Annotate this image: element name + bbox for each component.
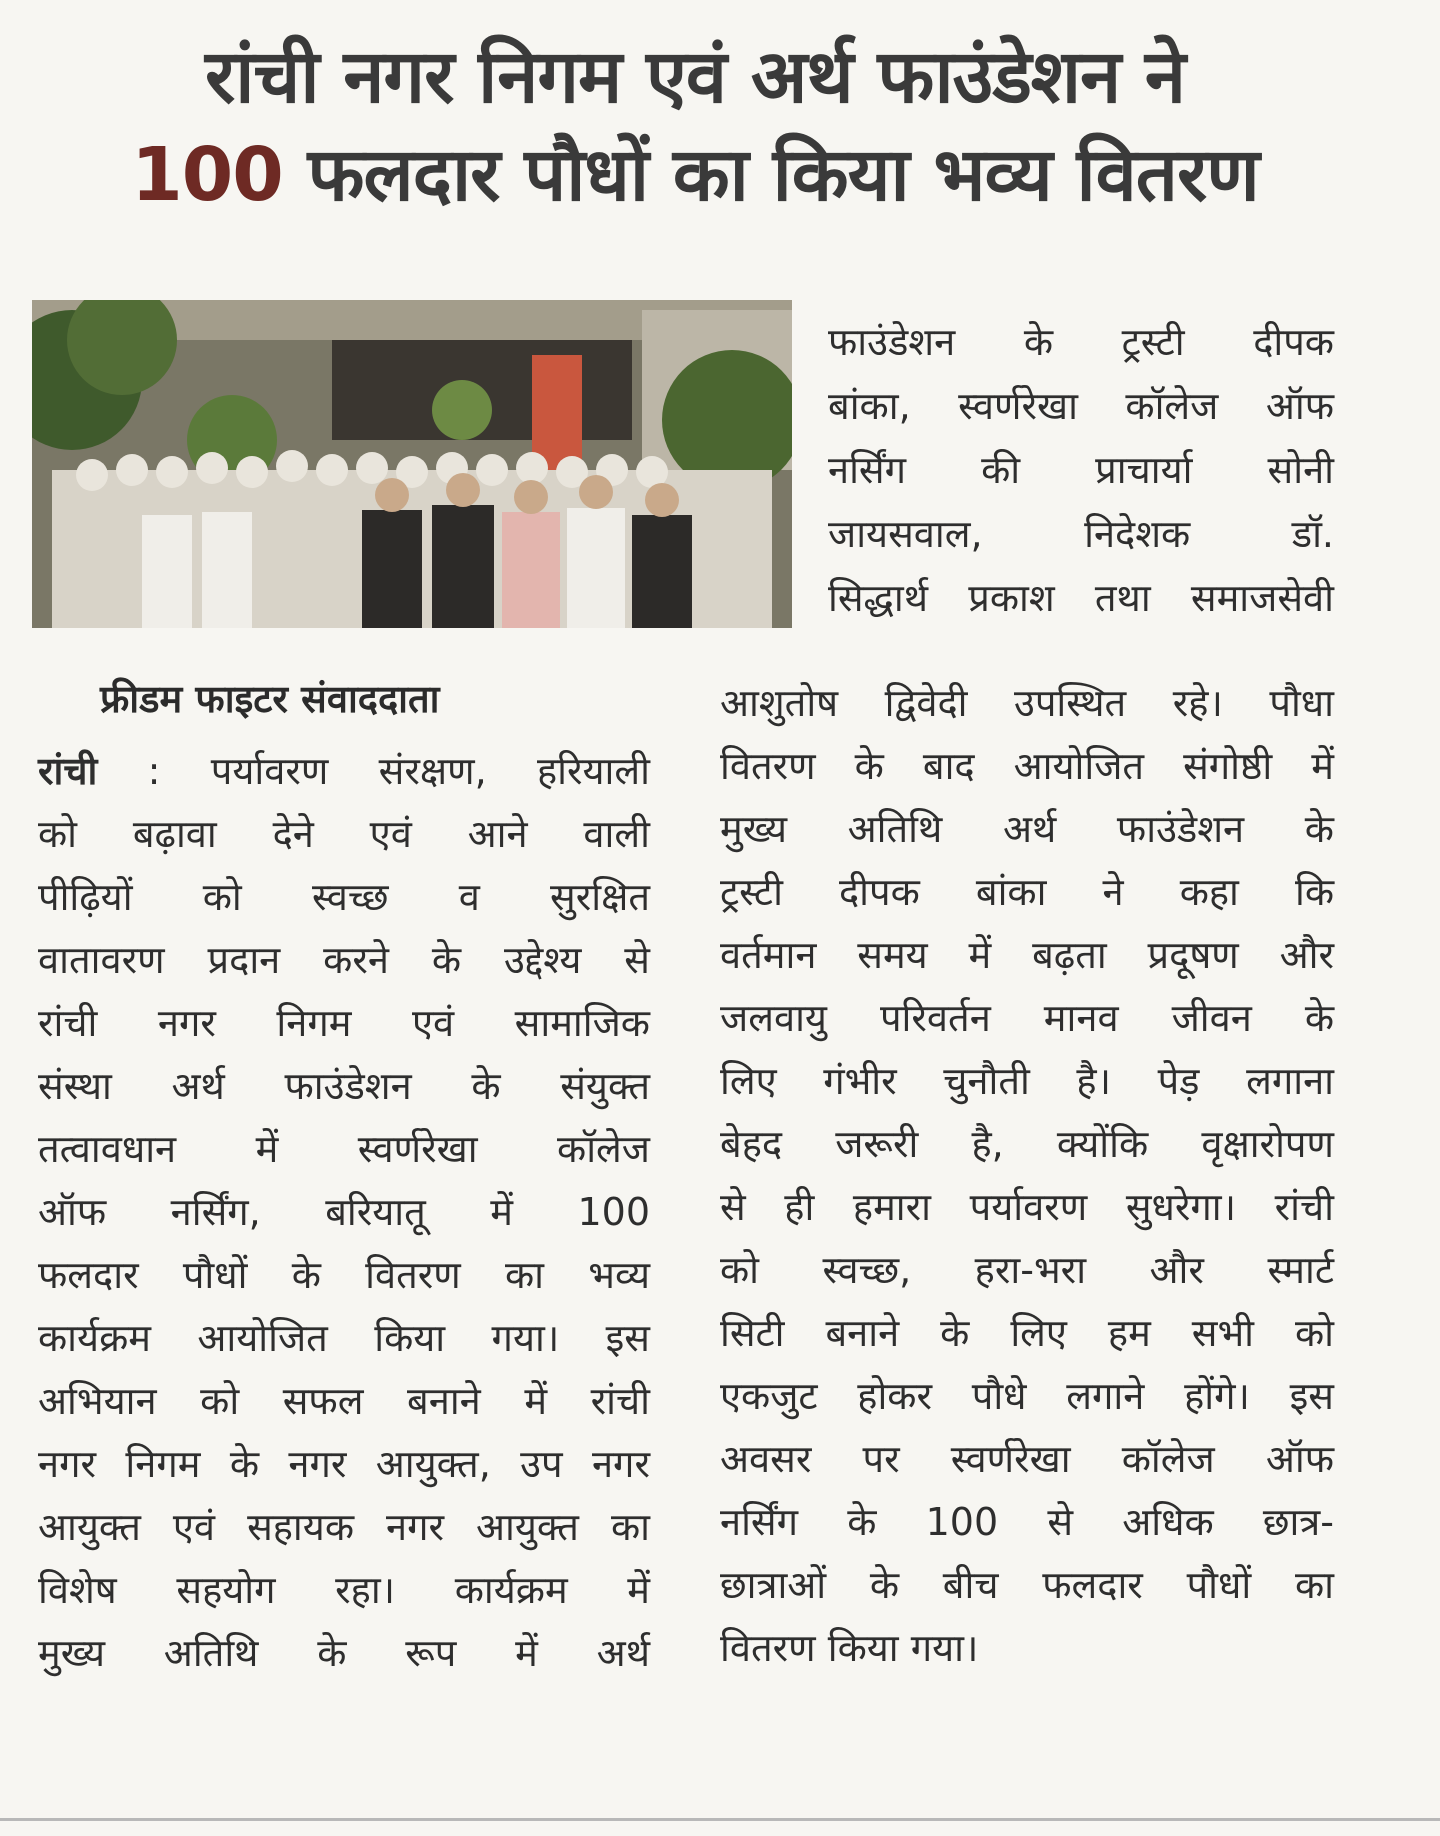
text-line: जायसवाल, निदेशक डॉ. xyxy=(828,512,1334,556)
text-line: वातावरण प्रदान करने के उद्देश्य से xyxy=(38,938,650,982)
headline-line-1: रांची नगर निगम एवं अर्थ फाउंडेशन ने xyxy=(204,34,1186,120)
text-line: बांका, स्वर्णरेखा कॉलेज ऑफ xyxy=(828,384,1334,428)
text-line: जलवायु परिवर्तन मानव जीवन के xyxy=(720,996,1334,1040)
text-line: अवसर पर स्वर्णरेखा कॉलेज ऑफ xyxy=(720,1437,1334,1481)
text-line: ट्रस्टी दीपक बांका ने कहा कि xyxy=(720,870,1334,914)
text-line: पीढ़ियों को स्वच्छ व सुरक्षित xyxy=(38,875,650,919)
text-line: सिटी बनाने के लिए हम सभी को xyxy=(720,1311,1334,1355)
news-photo xyxy=(32,300,792,628)
text-line: तत्वावधान में स्वर्णरेखा कॉलेज xyxy=(38,1127,650,1171)
text-line: को स्वच्छ, हरा-भरा और स्मार्ट xyxy=(720,1248,1334,1292)
text-line: अभियान को सफल बनाने में रांची xyxy=(38,1379,650,1423)
article-column-right-top xyxy=(828,310,1334,630)
text-line: आशुतोष द्विवेदी उपस्थित रहे। पौधा xyxy=(720,681,1334,725)
text-line: बेहद जरूरी है, क्योंकि वृक्षारोपण xyxy=(720,1122,1334,1166)
text-line: ऑफ नर्सिंग, बरियातू में 100 xyxy=(38,1190,650,1234)
text-line: संस्था अर्थ फाउंडेशन के संयुक्त xyxy=(38,1064,650,1108)
byline: फ्रीडम फाइटर संवाददाता xyxy=(100,677,440,721)
text-line: से ही हमारा पर्यावरण सुधरेगा। रांची xyxy=(720,1185,1334,1229)
headline-line-2-text: फलदार पौधों का किया भव्य वितरण xyxy=(282,132,1259,218)
text-line: नर्सिंग की प्राचार्या सोनी xyxy=(828,448,1334,492)
text-line: विशेष सहयोग रहा। कार्यक्रम में xyxy=(38,1568,650,1612)
dateline: रांची xyxy=(38,749,98,793)
text-line: नगर निगम के नगर आयुक्त, उप नगर xyxy=(38,1442,650,1486)
article-column-right xyxy=(720,672,1334,1680)
text-line: एकजुट होकर पौधे लगाने होंगे। इस xyxy=(720,1374,1334,1418)
text-line: सिद्धार्थ प्रकाश तथा समाजसेवी xyxy=(828,576,1334,620)
text-line: मुख्य अतिथि अर्थ फाउंडेशन के xyxy=(720,807,1334,851)
headline-line-2 xyxy=(30,126,1360,224)
text-line: नर्सिंग के 100 से अधिक छात्र- xyxy=(720,1500,1334,1544)
text-line: वितरण के बाद आयोजित संगोष्ठी में xyxy=(720,744,1334,788)
text-line: लिए गंभीर चुनौती है। पेड़ लगाना xyxy=(720,1059,1334,1103)
text-line: फाउंडेशन के ट्रस्टी दीपक xyxy=(828,320,1334,364)
text-line: आयुक्त एवं सहायक नगर आयुक्त का xyxy=(38,1505,650,1549)
text-line: रांची नगर निगम एवं सामाजिक xyxy=(38,1001,650,1045)
article-column-left xyxy=(38,740,650,1685)
bottom-rule xyxy=(0,1818,1440,1821)
text-line-0: : पर्यावरण संरक्षण, हरियाली xyxy=(97,749,650,793)
text-line: कार्यक्रम आयोजित किया गया। इस xyxy=(38,1316,650,1360)
text-line: वर्तमान समय में बढ़ता प्रदूषण और xyxy=(720,933,1334,977)
headline xyxy=(30,28,1360,224)
text-line: को बढ़ावा देने एवं आने वाली xyxy=(38,812,650,856)
text-line: वितरण किया गया। xyxy=(720,1626,979,1670)
text-line: फलदार पौधों के वितरण का भव्य xyxy=(38,1253,650,1297)
group-photo-illustration xyxy=(32,300,792,628)
text-line: मुख्य अतिथि के रूप में अर्थ xyxy=(38,1631,650,1675)
headline-number: 100 xyxy=(131,132,283,218)
text-line: छात्राओं के बीच फलदार पौधों का xyxy=(720,1563,1334,1607)
text-line xyxy=(38,740,650,803)
